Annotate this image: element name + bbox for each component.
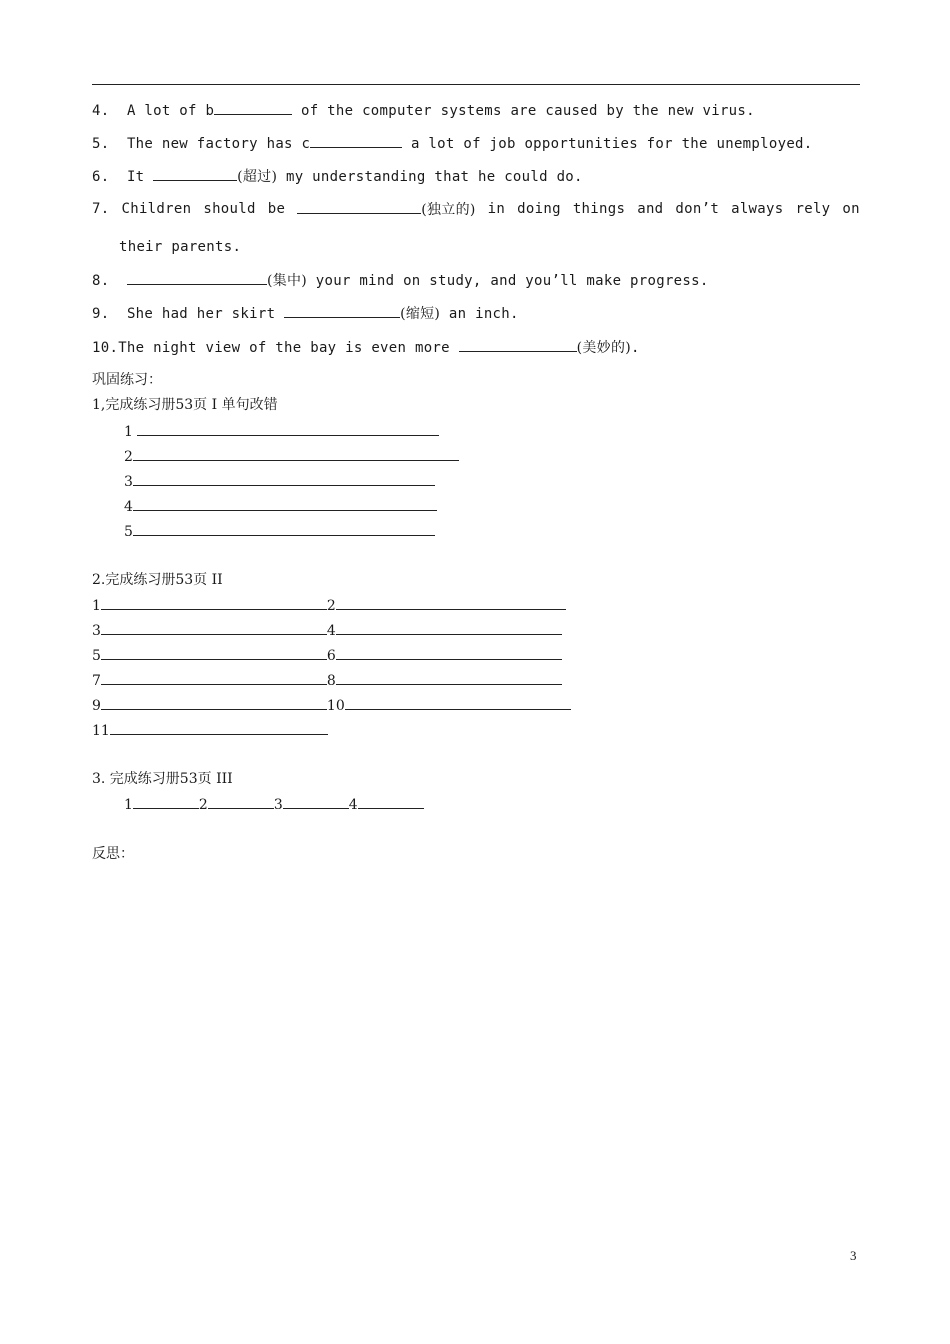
sentence-text: The new factory has c: [126, 136, 311, 152]
item-number: 4.: [92, 103, 110, 119]
task1-title: 1,完成练习册53页 I 单句改错: [92, 397, 278, 413]
answer-number: 2: [198, 797, 208, 813]
item-number: 8.: [92, 273, 110, 289]
sentence-9: [92, 304, 519, 323]
answer-number: 1: [124, 424, 133, 440]
sentence-text: She had her skirt: [126, 306, 285, 322]
sentence-8: [92, 271, 709, 290]
task2-answer-row: [92, 596, 566, 615]
answer-blank[interactable]: [336, 646, 562, 660]
chinese-hint: (独立的): [421, 202, 476, 218]
answer-blank[interactable]: [310, 134, 402, 148]
sentence-text: It: [126, 169, 154, 185]
answer-blank[interactable]: [133, 522, 435, 536]
answer-blank[interactable]: [137, 422, 439, 436]
sentence-text: an inch.: [440, 306, 519, 322]
task2-answer-row: [92, 671, 562, 690]
task1-answer-line: [124, 422, 439, 441]
chinese-hint: (缩短): [400, 306, 441, 322]
sentence-7: [92, 200, 860, 219]
answer-number: 5: [124, 524, 133, 540]
answer-number: 2: [326, 598, 336, 614]
chinese-hint: (集中): [266, 273, 308, 289]
answer-blank[interactable]: [214, 101, 292, 115]
answer-number: 6: [326, 648, 336, 664]
task1-answer-line: [124, 447, 459, 466]
task1-answer-line: [124, 497, 437, 516]
sentence-word: always: [731, 201, 784, 217]
page-number: 3: [850, 1248, 857, 1263]
sentence-word: rely: [795, 201, 831, 217]
answer-blank[interactable]: [345, 696, 571, 710]
sentence-word: should: [203, 201, 256, 217]
item-number: 10.: [92, 340, 119, 356]
sentence-4: [92, 101, 755, 120]
answer-blank[interactable]: [336, 596, 566, 610]
answer-blank[interactable]: [133, 472, 435, 486]
answer-blank[interactable]: [133, 795, 199, 809]
answer-number: 1: [92, 598, 101, 614]
sentence-text: my understanding that he could do.: [277, 169, 583, 185]
answer-number: 4: [326, 623, 336, 639]
sentence-7-continuation: their parents.: [119, 239, 242, 255]
header-rule: [92, 84, 860, 85]
answer-number: 3: [92, 623, 101, 639]
answer-blank[interactable]: [208, 795, 274, 809]
answer-blank[interactable]: [133, 447, 459, 461]
task2-answer-row: [92, 646, 562, 665]
sentence-text: of the computer systems are caused by the new virus.: [292, 103, 755, 119]
chinese-hint: (美妙的): [576, 340, 632, 356]
sentence-5: [92, 134, 813, 153]
answer-number: 2: [124, 449, 133, 465]
item-number: 5.: [92, 136, 110, 152]
answer-number: 11: [92, 723, 110, 739]
reflection-heading: 反思：: [92, 846, 134, 862]
chinese-hint: (超过): [237, 169, 278, 185]
answer-blank[interactable]: [284, 304, 400, 318]
answer-blank[interactable]: [133, 497, 437, 511]
item-number: 7.: [92, 201, 110, 217]
task1-answer-line: [124, 522, 435, 541]
sentence-text: The night view of the bay is even more: [118, 340, 459, 356]
task2-answer-row: [92, 696, 571, 715]
task2-title: 2.完成练习册53页 II: [92, 572, 223, 588]
task3-title: 3. 完成练习册53页 III: [92, 771, 233, 787]
sentence-word: don’t: [675, 201, 720, 217]
answer-blank[interactable]: [110, 721, 328, 735]
answer-number: 10: [326, 698, 345, 714]
answer-blank[interactable]: [101, 671, 327, 685]
sentence-text: .: [631, 340, 640, 356]
sentence-text: A lot of b: [126, 103, 215, 119]
item-number: 6.: [92, 169, 110, 185]
answer-number: 4: [124, 499, 133, 515]
answer-blank[interactable]: [358, 795, 424, 809]
answer-number: 8: [326, 673, 336, 689]
sentence-word: on: [842, 201, 860, 217]
sentence-word: be: [267, 201, 286, 217]
task3-answer-row: [124, 795, 424, 814]
sentence-10: [92, 338, 640, 357]
answer-blank[interactable]: [101, 621, 327, 635]
sentence-word: things: [572, 201, 626, 217]
sentence-text: a lot of job opportunities for the unemployed.: [402, 136, 813, 152]
answer-blank[interactable]: [153, 167, 237, 181]
sentence-word: and: [637, 201, 664, 217]
sentence-word: Children: [121, 201, 192, 217]
answer-blank[interactable]: [283, 795, 349, 809]
answer-blank[interactable]: [101, 646, 327, 660]
sentence-word: in: [487, 201, 506, 217]
answer-blank[interactable]: [127, 271, 267, 285]
answer-blank[interactable]: [336, 671, 562, 685]
answer-blank[interactable]: [336, 621, 562, 635]
answer-blank[interactable]: [101, 596, 327, 610]
answer-number: 7: [92, 673, 101, 689]
sentence-6: [92, 167, 583, 186]
answer-number: 4: [348, 797, 358, 813]
answer-number: 5: [92, 648, 101, 664]
answer-blank[interactable]: [297, 200, 421, 214]
answer-number: 9: [92, 698, 101, 714]
answer-blank[interactable]: [101, 696, 327, 710]
task1-answer-line: [124, 472, 435, 491]
sentence-text: your mind on study, and you’ll make progress.: [307, 273, 709, 289]
task2-answer-row: [92, 721, 328, 740]
answer-number: 3: [124, 474, 133, 490]
consolidation-heading: 巩固练习：: [92, 372, 162, 388]
answer-blank[interactable]: [459, 338, 577, 352]
answer-number: 1: [124, 797, 133, 813]
answer-number: 3: [273, 797, 283, 813]
sentence-word: doing: [517, 201, 561, 217]
item-number: 9.: [92, 306, 110, 322]
task2-answer-row: [92, 621, 562, 640]
